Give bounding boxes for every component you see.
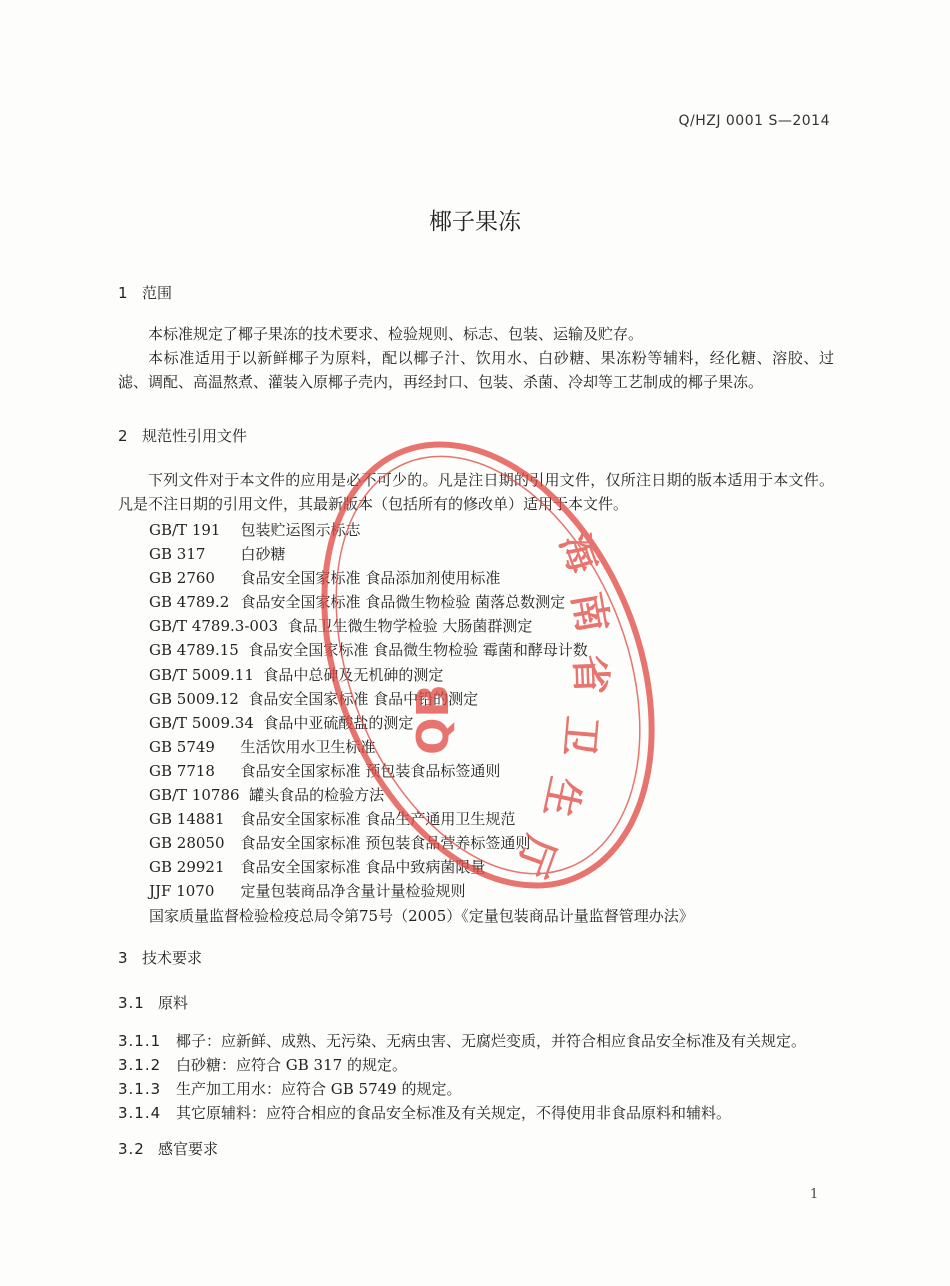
normative-intro-text: 下列文件对于本文件的应用是必不可少的。凡是注日期的引用文件，仅所注日期的版本适用于本文件。凡是不注日期的引用文件，其最新版本（包括所有的修改单）适用于本文件。 <box>118 471 834 513</box>
reference-title: 食品安全国家标准 食品中致病菌限量 <box>240 858 486 877</box>
scope-paragraph-1: 本标准规定了椰子果冻的技术要求、检验规则、标志、包装、运输及贮存。 <box>148 325 644 343</box>
subsection-heading-materials <box>118 992 188 1013</box>
section-number: 2 <box>118 427 128 445</box>
reference-title: 食品安全国家标准 食品添加剂使用标准 <box>240 569 501 588</box>
reference-title: 食品中总砷及无机砷的测定 <box>263 665 444 684</box>
reference-code: GB 2760 <box>149 569 215 588</box>
reference-title: 白砂糖 <box>240 545 286 564</box>
clause-item <box>118 1054 407 1075</box>
reference-item <box>149 711 694 735</box>
svg-text:厅: 厅 <box>506 829 564 883</box>
reference-code: GB 4789.15 <box>149 641 239 660</box>
section-heading-technical <box>118 947 202 968</box>
reference-title: 包装贮运图示标志 <box>240 521 361 539</box>
reference-title: 食品安全国家标准 食品生产通用卫生规范 <box>240 810 516 829</box>
reference-code: GB 7718 <box>149 761 215 780</box>
section-heading-scope <box>118 282 172 303</box>
reference-title: 食品安全国家标准 食品微生物检验 霉菌和酵母计数 <box>248 641 588 660</box>
reference-title: 定量包装商品净含量计量检验规则 <box>240 882 466 901</box>
reference-code: GB 4789.2 <box>149 593 230 612</box>
reference-code: JJF 1070 <box>149 882 215 901</box>
reference-title: 食品安全国家标准 食品微生物检验 菌落总数测定 <box>240 593 566 612</box>
reference-item <box>149 542 694 566</box>
reference-code: GB 5009.12 <box>149 689 239 708</box>
reference-title: 食品安全国家标准 预包装食品营养标签通则 <box>240 834 531 853</box>
section-title: 技术要求 <box>142 949 203 967</box>
svg-text:QB: QB <box>408 684 459 755</box>
section-title: 范围 <box>142 284 173 302</box>
clause-text: 白砂糖：应符合 GB 317 的规定。 <box>176 1056 407 1074</box>
reference-code: GB 29921 <box>149 858 225 877</box>
reference-item <box>149 879 694 903</box>
reference-item <box>149 759 694 783</box>
clause-number: 3.1.2 <box>118 1056 162 1074</box>
reference-item <box>149 783 694 807</box>
subsection-number: 3.1 <box>118 994 145 1012</box>
clause-item <box>118 1102 731 1123</box>
reference-decree: 国家质量监督检验检疫总局令第75号（2005）《定量包装商品计量监督管理办法》 <box>149 906 694 925</box>
document-title: 椰子果冻 <box>429 209 521 235</box>
reference-item <box>149 518 694 542</box>
page-number: 1 <box>810 1187 819 1202</box>
reference-code: GB 317 <box>149 545 206 564</box>
clause-item <box>118 1030 806 1051</box>
reference-title: 食品中亚硫酸盐的测定 <box>263 713 414 732</box>
subsection-title: 原料 <box>158 994 189 1012</box>
scope-paragraphs <box>118 322 834 394</box>
reference-list <box>149 518 694 928</box>
svg-text:南: 南 <box>563 588 616 637</box>
reference-title: 食品卫生微生物学检验 大肠菌群测定 <box>287 617 533 636</box>
clause-text: 其它原辅料：应符合相应的食品安全标准及有关规定，不得使用非食品原料和辅料。 <box>176 1104 732 1122</box>
reference-code: GB/T 4789.3-003 <box>149 617 279 636</box>
svg-text:卫: 卫 <box>554 714 604 758</box>
svg-text:海: 海 <box>551 528 606 579</box>
scope-paragraph-2: 本标准适用于以新鲜椰子为原料，配以椰子汁、饮用水、白砂糖、果冻粉等辅料，经化糖、溶胶、过滤、调配、高温熬煮、灌装入原椰子壳内，再经封口、包装、杀菌、冷却等工艺制成的椰子果冻。 <box>118 349 834 391</box>
reference-code: GB/T 191 <box>149 521 221 539</box>
reference-item <box>149 566 694 590</box>
clause-number: 3.1.3 <box>118 1080 162 1098</box>
subsection-number: 3.2 <box>118 1140 145 1158</box>
reference-item <box>149 735 694 759</box>
section-heading-normative <box>118 425 247 446</box>
section-title: 规范性引用文件 <box>142 427 248 445</box>
reference-title: 食品安全国家标准 预包装食品标签通则 <box>240 761 501 780</box>
subsection-heading-sensory <box>118 1138 218 1159</box>
clause-item <box>118 1078 462 1099</box>
section-number: 3 <box>118 949 128 967</box>
reference-item <box>149 638 694 662</box>
reference-title: 食品安全国家标准 食品中铅的测定 <box>248 689 479 708</box>
clause-text: 椰子：应新鲜、成熟、无污染、无病虫害、无腐烂变质，并符合相应食品安全标准及有关规定。 <box>176 1032 807 1050</box>
svg-text:省: 省 <box>566 653 614 696</box>
reference-code: GB 14881 <box>149 810 225 829</box>
normative-intro <box>118 468 834 516</box>
reference-code: GB/T 5009.11 <box>149 665 254 684</box>
reference-code: GB/T 5009.34 <box>149 713 254 732</box>
reference-item <box>149 663 694 687</box>
document-number: Q/HZJ 0001 S—2014 <box>678 113 830 129</box>
clause-number: 3.1.1 <box>118 1032 162 1050</box>
reference-item <box>149 614 694 638</box>
section-number: 1 <box>118 284 128 302</box>
reference-title: 罐头食品的检验方法 <box>249 786 385 805</box>
subsection-title: 感官要求 <box>158 1140 219 1158</box>
clause-text: 生产加工用水：应符合 GB 5749 的规定。 <box>176 1080 462 1098</box>
reference-item <box>149 831 694 855</box>
reference-title: 生活饮用水卫生标准 <box>240 737 376 756</box>
reference-code: GB/T 10786 <box>149 786 240 805</box>
reference-item <box>149 590 694 614</box>
reference-code: GB 5749 <box>149 737 215 756</box>
svg-text:生: 生 <box>534 772 589 822</box>
reference-code: GB 28050 <box>149 834 225 853</box>
clause-number: 3.1.4 <box>118 1104 162 1122</box>
reference-item <box>149 855 694 879</box>
reference-item <box>149 807 694 831</box>
reference-item <box>149 687 694 711</box>
